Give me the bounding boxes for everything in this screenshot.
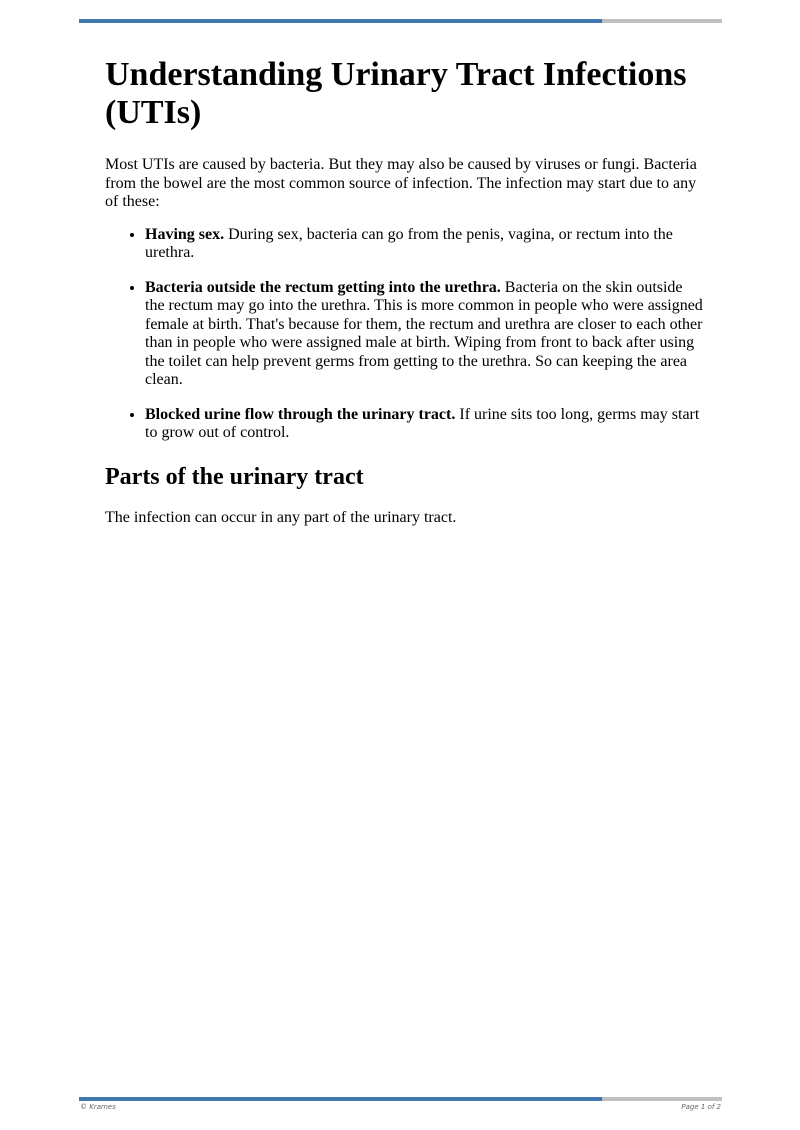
list-item-text: During sex, bacteria can go from the penis, vagina, or rectum into the urethra.	[145, 225, 673, 261]
footer-page-number: Page 1 of 2	[681, 1103, 721, 1111]
section-paragraph: The infection can occur in any part of the urinary tract.	[105, 508, 457, 526]
causes-list	[105, 226, 705, 443]
list-item	[145, 226, 705, 263]
footer-copyright: © Krames	[80, 1103, 116, 1111]
list-item-lead: Having sex.	[145, 225, 225, 243]
header-rule	[79, 19, 722, 23]
list-item	[145, 406, 705, 443]
article	[105, 56, 705, 527]
list-item-text: Bacteria on the skin outside the rectum may go into the urethra. This is more common in people who were assigned female at birth. That's because for them, the rectum and urethra are closer to each other than in people who were assigned male at birth. Wiping from front to back after using the toilet can help prevent germs from getting to the urethra. So can keeping the area clean.	[145, 278, 703, 388]
header-rule-fill	[79, 19, 602, 23]
list-item-text: If urine sits too long, germs may start to grow out of control.	[145, 405, 700, 441]
section-heading: Parts of the urinary tract	[105, 463, 364, 490]
intro-paragraph: Most UTIs are caused by bacteria. But they may also be caused by viruses or fungi. Bacteria from the bowel are the most common source of infection. The infection may start due to any of these:	[105, 156, 697, 210]
page-title: Understanding Urinary Tract Infections (UTIs)	[105, 56, 687, 131]
list-item-lead: Blocked urine flow through the urinary tract.	[145, 405, 456, 423]
list-item-lead: Bacteria outside the rectum getting into the urethra.	[145, 278, 501, 296]
footer-rule	[79, 1097, 722, 1101]
footer-rule-fill	[79, 1097, 602, 1101]
list-item	[145, 279, 705, 390]
